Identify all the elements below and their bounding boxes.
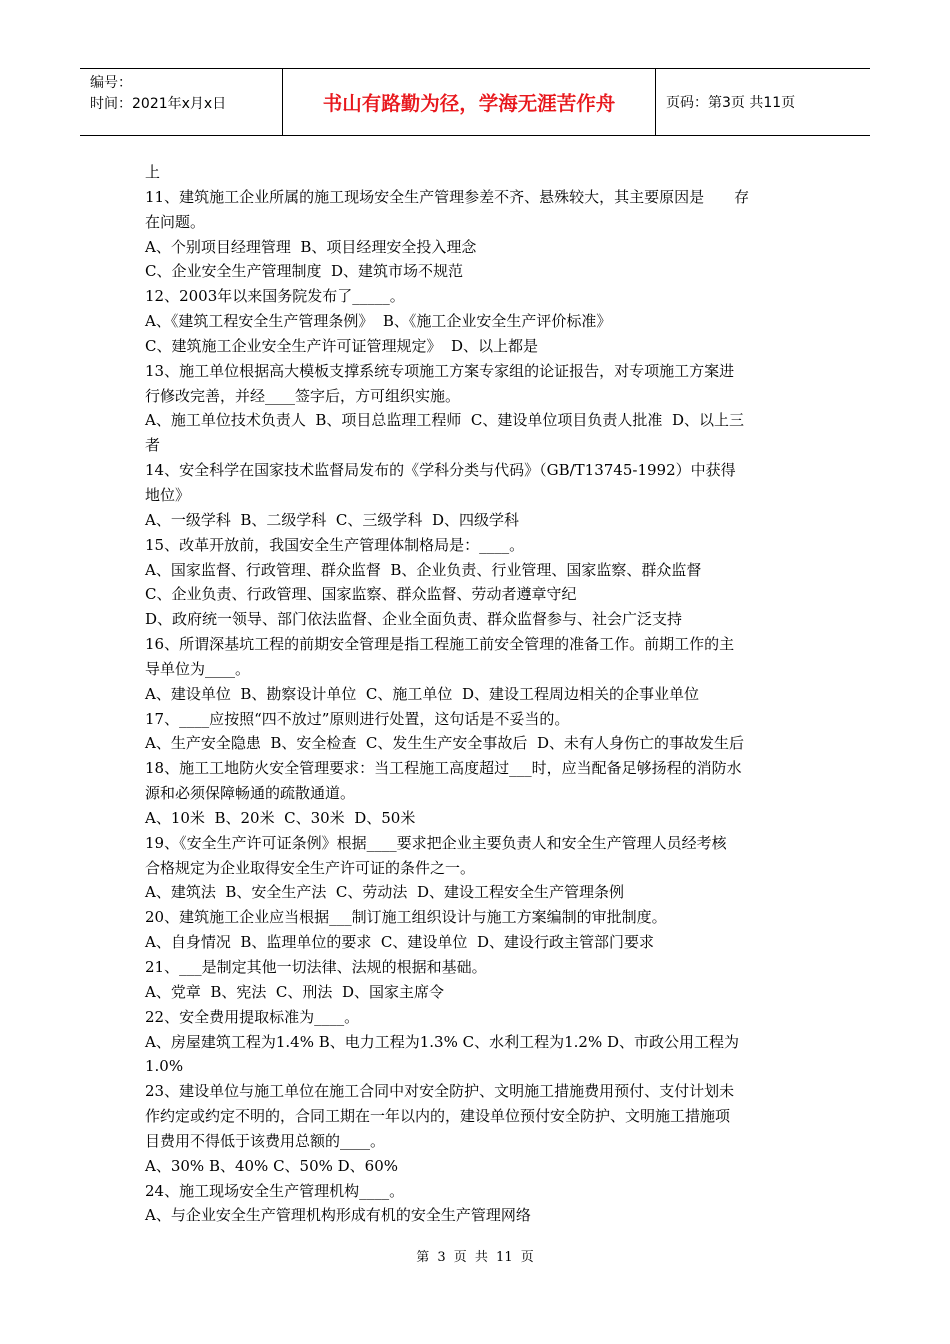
text-line: A、建设单位 B、勘察设计单位 C、施工单位 D、建设工程周边相关的企事业单位 [145,684,699,703]
text-line: A、建筑法 B、安全生产法 C、劳动法 D、建设工程安全生产管理条例 [145,883,624,902]
text-line: 21、___是制定其他一切法律、法规的根据和基础。 [145,958,487,976]
text-line: A、施工单位技术负责人 B、项目总监理工程师 C、建设单位项目负责人批准 D、以上三 [145,411,744,430]
text-line: 22、安全费用提取标准为____。 [145,1007,360,1026]
text-line: 15、改革开放前，我国安全生产管理体制格局是：____。 [145,535,525,554]
text-line: A、30% B、40% C、50% D、60% [145,1156,399,1175]
header-meta [80,69,283,135]
document-number-label: 编号： [90,75,132,91]
document-date: 时间：2021年x月x日 [90,96,227,112]
text-line: 行修改完善，并经____签字后，方可组织实施。 [145,386,461,405]
text-line: A、党章 B、宪法 C、刑法 D、国家主席令 [145,982,444,1001]
text-line: 地位》 [145,485,191,504]
document-body [145,160,810,1228]
text-line: A、自身情况 B、监理单位的要求 C、建设单位 D、建设行政主管部门要求 [145,933,654,952]
text-line: 1.0% [145,1057,184,1076]
text-line: A、个别项目经理管理 B、项目经理安全投入理念 [145,237,477,256]
text-line: 上 [145,163,161,181]
text-line: 18、施工工地防火安全管理要求：当工程施工高度超过___时，应当配备足够扬程的消防水 [145,759,742,778]
text-line: 源和必须保障畅通的疏散通道。 [145,784,356,803]
text-line: A、国家监督、行政管理、群众监督 B、企业负责、行业管理、国家监察、群众监督 [145,560,702,579]
text-line: 导单位为____。 [145,659,251,678]
text-line: 24、施工现场安全生产管理机构____。 [145,1181,405,1200]
text-line: C、企业负责、行政管理、国家监察、群众监督、劳动者遵章守纪 [145,585,577,604]
text-line: A、房屋建筑工程为1.4% B、电力工程为1.3% C、水利工程为1.2% D、市政公用工程为 [145,1032,739,1051]
text-line: A、与企业安全生产管理机构形成有机的安全生产管理网络 [145,1206,531,1225]
text-line: 20、建筑施工企业应当根据___制订施工组织设计与施工方案编制的审批制度。 [145,908,667,927]
text-line: A、《建筑工程安全生产管理条例》 B、《施工企业安全生产评价标准》 [145,312,612,331]
header-page-number: 页码：第3页 共11页 [666,95,796,111]
text-line: C、建筑施工企业安全生产许可证管理规定》 D、以上都是 [145,336,539,355]
text-line: 在问题。 [145,212,206,231]
text-line: 13、施工单位根据高大模板支撑系统专项施工方案专家组的论证报告，对专项施工方案进 [145,361,735,380]
text-line: 16、所谓深基坑工程的前期安全管理是指工程施工前安全管理的准备工作。前期工作的主 [145,635,735,654]
text-line: 14、安全科学在国家技术监督局发布的《学科分类与代码》（GB/T13745-1992）中获得 [145,461,736,480]
text-line: 12、2003年以来国务院发布了_____。 [145,287,405,306]
text-line: 目费用不得低于该费用总额的____。 [145,1131,386,1150]
text-line: C、企业安全生产管理制度 D、建筑市场不规范 [145,262,464,281]
text-line: 者 [145,436,161,455]
text-line: 作约定或约定不明的，合同工期在一年以内的，建设单位预付安全防护、文明施工措施项 [145,1107,731,1126]
text-line: 17、____应按照“四不放过”原则进行处置，这句话是不妥当的。 [145,709,570,728]
text-line: 11、建筑施工企业所属的施工现场安全生产管理参差不齐、悬殊较大，其主要原因是 存 [145,187,750,206]
page-header [80,68,870,136]
text-line: A、10米 B、20米 C、30米 D、50米 [145,808,416,827]
text-line: 19、《安全生产许可证条例》根据____要求把企业主要负责人和安全生产管理人员经考核 [145,833,727,852]
text-line: A、一级学科 B、二级学科 C、三级学科 D、四级学科 [145,510,519,529]
page-footer: 第 3 页 共 11 页 [416,1250,534,1265]
header-motto: 书山有路勤为径，学海无涯苦作舟 [283,69,656,135]
text-line: A、生产安全隐患 B、安全检查 C、发生生产安全事故后 D、未有人身伤亡的事故发生后 [145,734,744,753]
text-line: 23、建设单位与施工单位在施工合同中对安全防护、文明施工措施费用预付、支付计划未 [145,1082,735,1101]
text-line: D、政府统一领导、部门依法监督、企业全面负责、群众监督参与、社会广泛支持 [145,610,683,629]
text-line: 合格规定为企业取得安全生产许可证的条件之一。 [145,858,476,877]
